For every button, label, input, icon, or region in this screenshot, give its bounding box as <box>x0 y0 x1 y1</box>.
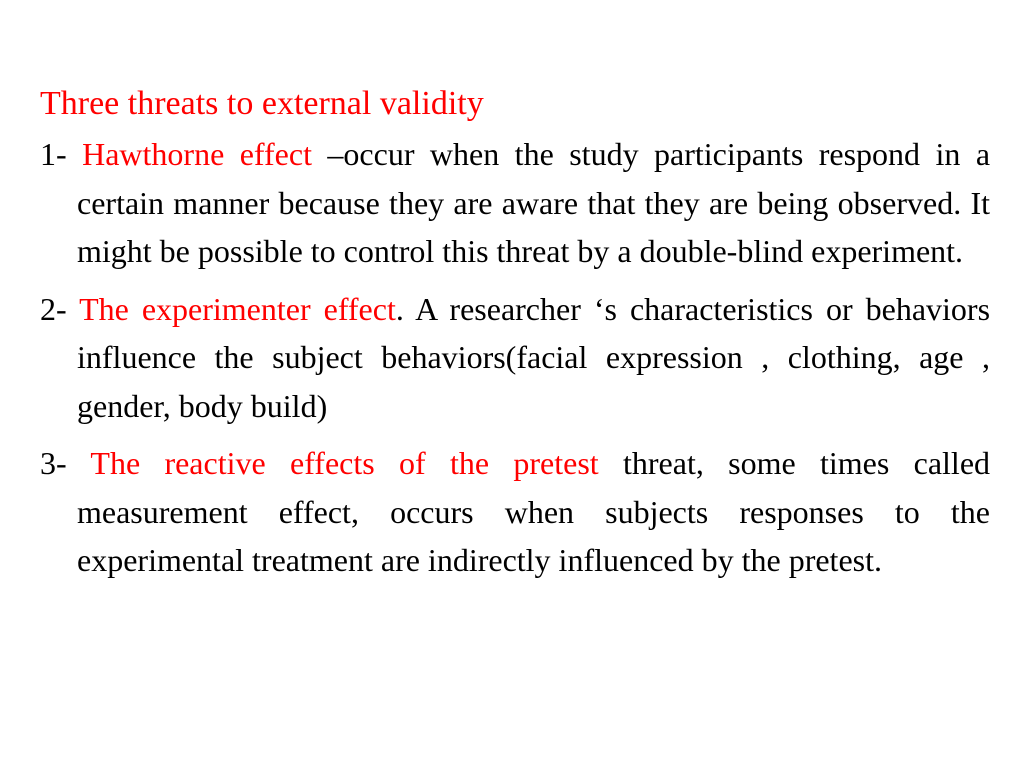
slide-content <box>40 80 990 594</box>
item-number: 3- <box>40 445 67 481</box>
slide-title: Three threats to external validity <box>40 85 484 122</box>
threat-name: The reactive effects of the pretest <box>90 445 599 481</box>
threat-item-3 <box>40 439 990 585</box>
threat-name: The experimenter effect <box>79 290 396 327</box>
threat-item-1 <box>40 130 990 276</box>
threat-description: . A researcher ‘s characteristics or behaviors influence the subject behaviors(facial expression , clothing, age , gender, body build) <box>77 290 991 424</box>
threat-description: threat, some times called measurement effect, occurs when subjects responses to the experimental treatment are indirectly influenced by the pretest. <box>77 445 991 578</box>
item-number: 2- <box>40 290 67 327</box>
threat-name: Hawthorne effect <box>82 136 312 172</box>
threat-description: –occur when the study participants respond in a certain manner because they are aware that they are being observed. It might be possible to control this threat by a double-blind experiment. <box>77 136 991 269</box>
threat-item-2 <box>40 285 990 431</box>
item-number: 1- <box>40 136 67 172</box>
